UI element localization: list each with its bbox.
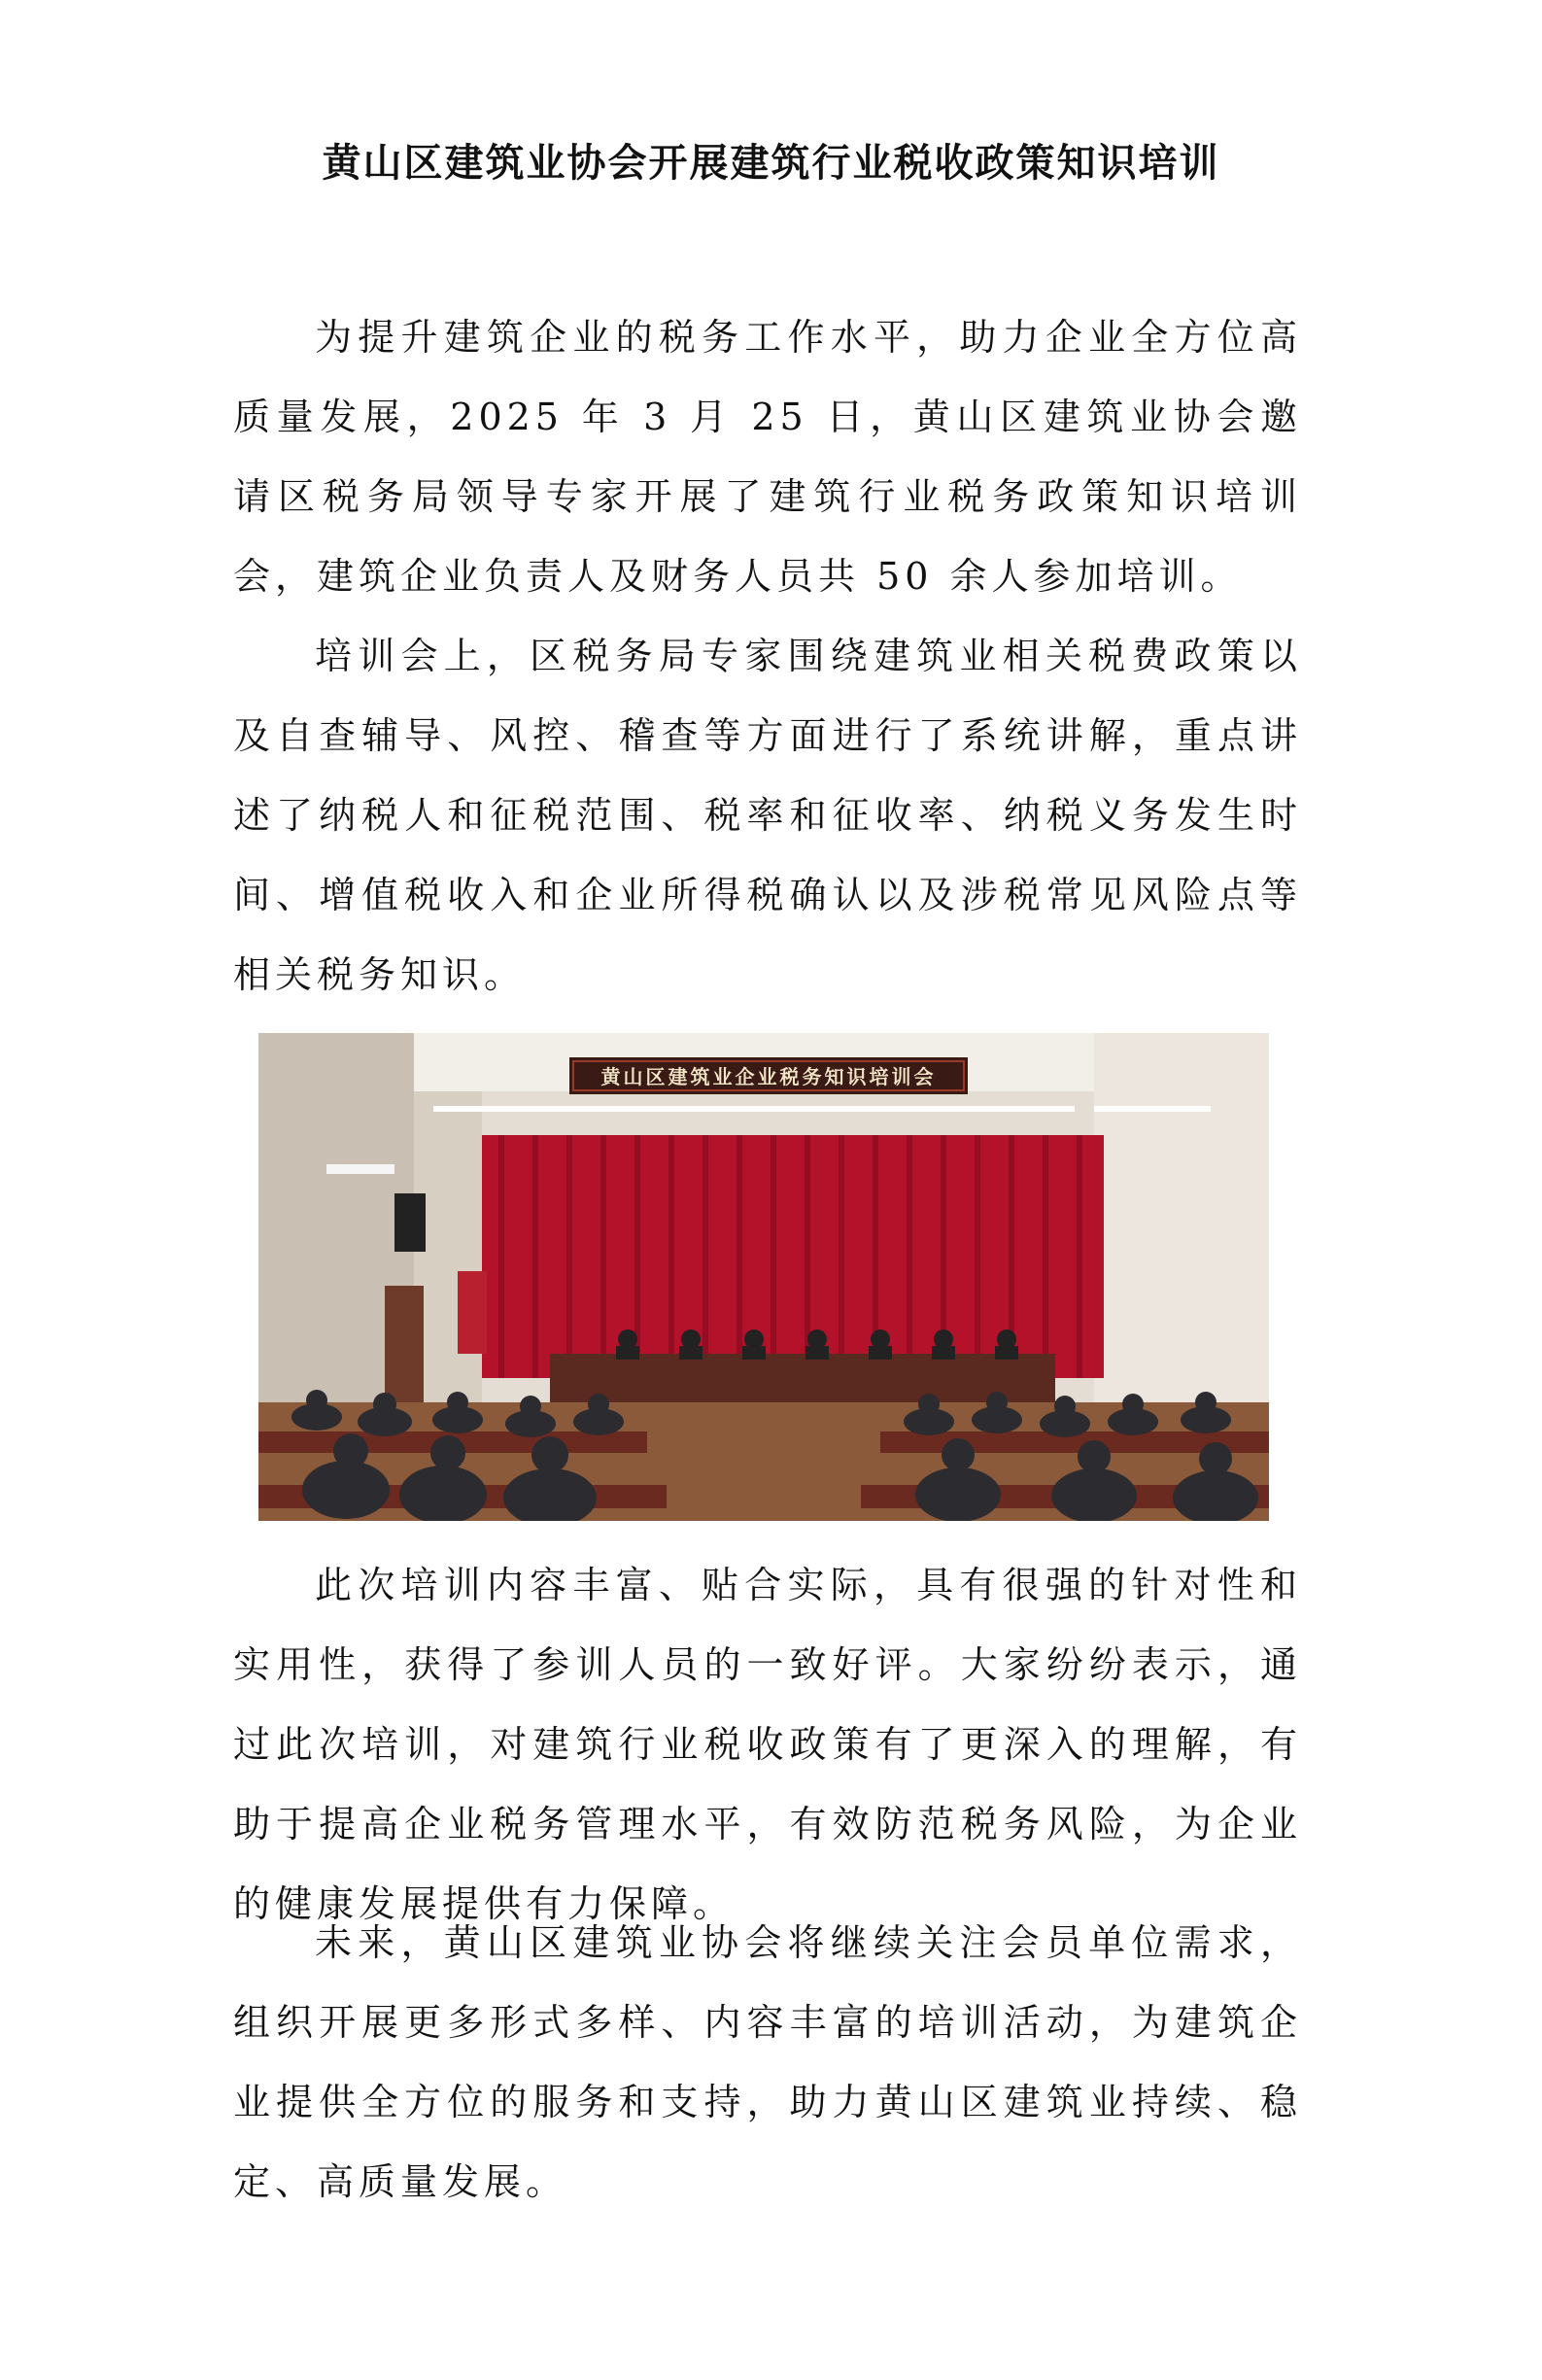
paragraph-content: 培训会上，区税务局专家围绕建筑业相关税费政策以及自查辅导、风控、稽查等方面进行了系统讲解，重点讲述了纳税人和征税范围、税率和征收率、纳税义务发生时间、增值税收入和企业所得税确认以及涉税常见风险点等相关税务知识。	[233, 635, 1302, 996]
banner-text: 黄山区建筑业企业税务知识培训会	[600, 1065, 937, 1088]
document-title: 黄山区建筑业协会开展建筑行业税收政策知识培训	[322, 140, 1220, 186]
paragraph-intro: 为提升建筑企业的税务工作水平，助力企业全方位高质量发展，2025 年 3 月 25 日，黄山区建筑业协会邀请区税务局领导专家开展了建筑行业税务政策知识培训会，建筑企业负责人及财务人员共 50 余人参加培训。	[233, 316, 1302, 598]
paragraph-feedback: 此次培训内容丰富、贴合实际，具有很强的针对性和实用性，获得了参训人员的一致好评。大家纷纷表示，通过此次培训，对建筑行业税收政策有了更深入的理解，有助于提高企业税务管理水平，有效防范税务风险，为企业的健康发展提供有力保障。	[233, 1564, 1302, 1925]
training-meeting-photo	[258, 1033, 1269, 1521]
paragraph-outlook: 未来，黄山区建筑业协会将继续关注会员单位需求，组织开展更多形式多样、内容丰富的培训活动，为建筑企业提供全方位的服务和支持，助力黄山区建筑业持续、稳定、高质量发展。	[233, 1921, 1302, 2203]
